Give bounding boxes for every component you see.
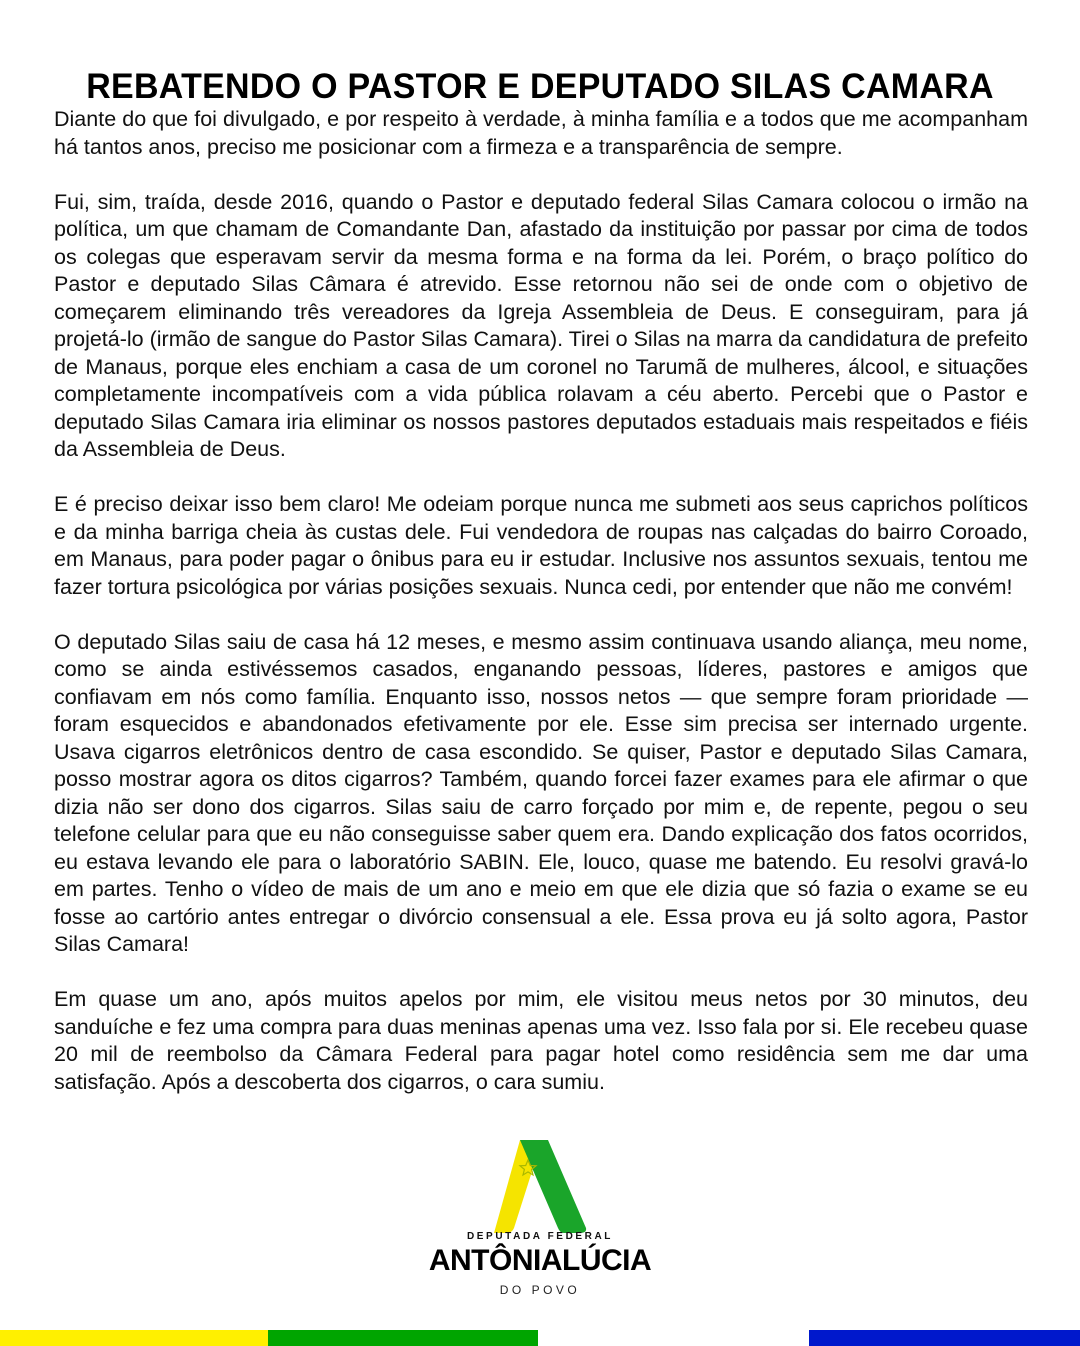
- footer-bar-green: [268, 1330, 538, 1346]
- a-letter-star-icon: [490, 1138, 590, 1234]
- logo-tagline: DO POVO: [499, 1283, 581, 1297]
- paragraph: Fui, sim, traída, desde 2016, quando o Pastor e deputado federal Silas Camara colocou o irmão na política, um que chamam de Comandante Dan, afastado da instituição por passar por cima de todos os colegas que esperavam servir da mesma forma e na forma da lei. Porém, o braço político do Pastor e deputado Silas Câmara é atrevido. Esse retornou não sei de onde com o objetivo de começarem eliminando três vereadores da Igreja Assembleia de Deus. E conseguiram, para já projetá-lo (irmão de sangue do Pastor Silas Camara). Tirei o Silas na marra da candidatura de prefeito de Manaus, porque eles enchiam a casa de um coronel no Tarumã de mulheres, álcool, e situações completamente incompatíveis com a vida pública rolavam a céu aberto. Percebi que o Pastor e deputado Silas Camara iria eliminar os nossos pastores deputados estaduais mais respeitados e fiéis da Assembleia de Deus.: [54, 189, 1028, 461]
- statement-body: [54, 106, 1028, 1124]
- footer-bar-yellow: [0, 1330, 268, 1346]
- campaign-logo: [420, 1138, 660, 1308]
- document-title: REBATENDO O PASTOR E DEPUTADO SILAS CAMARA: [86, 67, 994, 107]
- logo-subtitle: DEPUTADA FEDERAL: [466, 1231, 614, 1242]
- paragraph: Diante do que foi divulgado, e por respeito à verdade, à minha família e a todos que me acompanham há tantos anos, preciso me posicionar com a firmeza e a transparência de sempre.: [54, 107, 1028, 159]
- paragraph: O deputado Silas saiu de casa há 12 meses, e mesmo assim continuava usando aliança, meu nome, como se ainda estivéssemos casados, enganando pessoas, líderes, pastores e amigos que confiavam em nós como família. Enquanto isso, nossos netos — que sempre foram prioridade — foram esquecidos e abandonados efetivamente por ele. Esse sim precisa ser internado urgente. Usava cigarros eletrônicos dentro de casa escondido. Se quiser, Pastor e deputado Silas Camara, posso mostrar agora os ditos cigarros? Também, quando forcei fazer exames para ele afirmar o que dizia não ser dono dos cigarros. Silas saiu de carro forçado por mim e, de repente, pegou o seu telefone celular para que eu não conseguisse saber quem era. Dando explicação dos fatos ocorridos, eu estava levando ele para o laboratório SABIN. Ele, louco, quase me batendo. Eu resolvi gravá-lo em partes. Tenho o vídeo de mais de um ano e meio em que ele dizia que só fazia o exame se eu fosse ao cartório antes entregar o divórcio consensual a ele. Essa prova eu já solto agora, Pastor Silas Camara!: [54, 629, 1028, 956]
- logo-name: ANTÔNIALÚCIA: [428, 1244, 652, 1277]
- paragraph: E é preciso deixar isso bem claro! Me odeiam porque nunca me submeti aos seus caprichos políticos e da minha barriga cheia às custas dele. Fui vendedora de roupas nas calçadas do bairro Coroado, em Manaus, para poder pagar o ônibus para eu ir estudar. Inclusive nos assuntos sexuais, tentou me fazer tortura psicológica por várias posições sexuais. Nunca cedi, por entender que não me convém!: [54, 492, 1028, 599]
- logo-green-stroke: [520, 1140, 586, 1233]
- paragraph: Em quase um ano, após muitos apelos por mim, ele visitou meus netos por 30 minutos, deu sanduíche e fez uma compra para duas meninas apenas uma vez. Isso fala por si. Ele recebeu quase 20 mil de reembolso da Câmara Federal para pagar hotel como residência sem me dar uma satisfação. Após a descoberta dos cigarros, o cara sumiu.: [54, 987, 1028, 1094]
- footer-bar-blue: [809, 1330, 1080, 1346]
